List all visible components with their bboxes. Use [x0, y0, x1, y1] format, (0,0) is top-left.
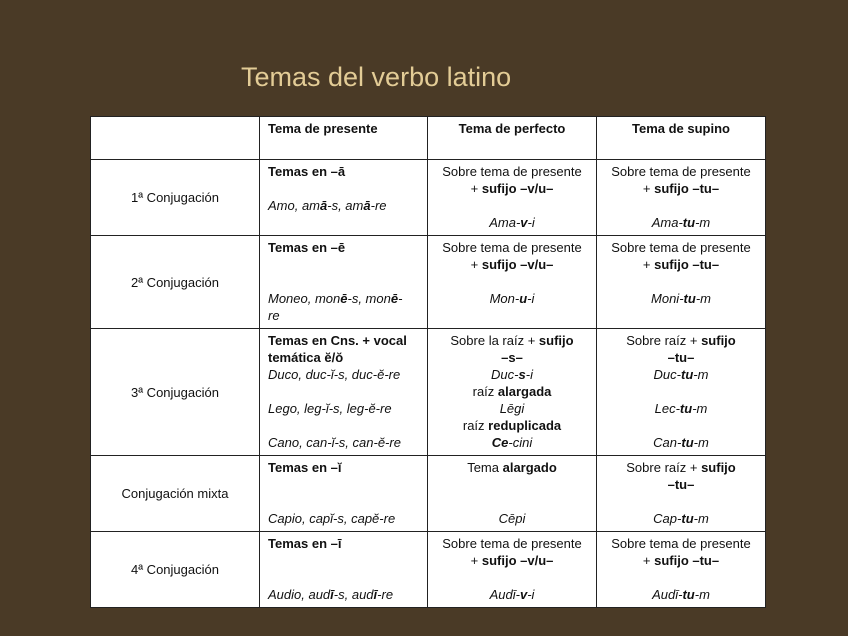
- blank-line: [268, 256, 423, 273]
- text-segment: Cēpi: [498, 511, 526, 526]
- cell-supino: [597, 236, 766, 329]
- text-segment: sufijo: [701, 460, 736, 475]
- text-segment: Tema: [467, 460, 503, 475]
- cell-presente: [260, 329, 428, 456]
- cell-line: [432, 256, 592, 273]
- text-segment: s: [518, 367, 526, 382]
- cell-line: [268, 366, 423, 383]
- cell-line: [432, 214, 592, 231]
- text-segment: Sobre tema de presente: [611, 536, 751, 551]
- cell-line: [268, 332, 423, 349]
- text-segment: Lec-: [654, 401, 680, 416]
- cell-line: [601, 552, 761, 569]
- text-segment: Duc-: [491, 367, 519, 382]
- text-segment: Sobre la raíz +: [450, 333, 539, 348]
- text-segment: -i: [525, 367, 533, 382]
- text-segment: v: [520, 215, 528, 230]
- text-segment: Temas en –ĭ: [268, 460, 342, 475]
- text-segment: Temas en –ē: [268, 240, 346, 255]
- text-segment: tu: [682, 587, 695, 602]
- text-segment: tu: [683, 291, 696, 306]
- text-segment: alargado: [502, 460, 557, 475]
- blank-line: [601, 569, 761, 586]
- text-segment: ē: [340, 291, 348, 306]
- blank-line: [601, 417, 761, 434]
- text-segment: Lēgi: [499, 401, 525, 416]
- table-row: [91, 329, 766, 456]
- text-segment: tu: [681, 435, 694, 450]
- blank-line: [268, 476, 423, 493]
- text-segment: -s, am: [327, 198, 364, 213]
- cell-line: [432, 383, 592, 400]
- text-segment: -m: [695, 215, 711, 230]
- text-segment: Sobre raíz +: [626, 460, 702, 475]
- text-segment: -m: [693, 367, 709, 382]
- cell-perfecto: [428, 456, 597, 532]
- cell-line: [268, 197, 423, 214]
- header-row: [91, 117, 766, 160]
- text-segment: sufijo –v/u–: [481, 181, 554, 196]
- cell-line: [601, 476, 761, 493]
- cell-perfecto: [428, 532, 597, 608]
- cell-line: [268, 307, 423, 324]
- text-segment: ī: [330, 587, 334, 602]
- text-segment: Ama-: [651, 215, 683, 230]
- text-segment: tu: [682, 215, 696, 230]
- blank-line: [432, 197, 592, 214]
- text-segment: Cano, can-ĭ-s, can-ĕ-re: [268, 435, 401, 450]
- text-segment: Sobre tema de presente: [611, 240, 751, 255]
- text-segment: Duco, duc-ĭ-s, duc-ĕ-re: [268, 367, 401, 382]
- text-segment: -i: [527, 291, 535, 306]
- cell-line: [601, 290, 761, 307]
- text-segment: +: [642, 257, 655, 272]
- text-segment: -cini: [508, 435, 533, 450]
- text-segment: alargada: [497, 384, 552, 399]
- cell-line: [432, 459, 592, 476]
- blank-line: [432, 493, 592, 510]
- text-segment: sufijo –tu–: [654, 257, 720, 272]
- cell-line: [432, 434, 592, 451]
- cell-line: [601, 349, 761, 366]
- text-segment: Temas en –ī: [268, 536, 342, 551]
- cell-presente: [260, 456, 428, 532]
- row-label: 3ª Conjugación: [91, 329, 260, 456]
- text-segment: Moni-: [651, 291, 684, 306]
- text-segment: Ce: [491, 435, 509, 450]
- text-segment: re: [268, 308, 280, 323]
- text-segment: tu: [681, 367, 694, 382]
- cell-line: [432, 510, 592, 527]
- blank-line: [601, 273, 761, 290]
- cell-presente: [260, 236, 428, 329]
- cell-perfecto: [428, 236, 597, 329]
- cell-line: [601, 256, 761, 273]
- cell-line: [601, 180, 761, 197]
- text-segment: –tu–: [667, 350, 695, 365]
- cell-line: [268, 535, 423, 552]
- cell-line: [432, 290, 592, 307]
- text-segment: Temas en –ā: [268, 164, 346, 179]
- cell-line: [268, 163, 423, 180]
- cell-line: [601, 400, 761, 417]
- cell-line: [432, 239, 592, 256]
- text-segment: -m: [695, 291, 711, 306]
- text-segment: Sobre tema de presente: [442, 240, 582, 255]
- text-segment: -i: [527, 215, 535, 230]
- cell-line: [601, 239, 761, 256]
- table-row: [91, 456, 766, 532]
- text-segment: Sobre tema de presente: [442, 164, 582, 179]
- text-segment: v: [519, 587, 528, 602]
- cell-supino: [597, 329, 766, 456]
- text-segment: +: [470, 553, 482, 568]
- cell-line: [268, 239, 423, 256]
- text-segment: +: [642, 181, 655, 196]
- cell-line: [268, 434, 423, 451]
- cell-line: [268, 290, 423, 307]
- cell-line: [432, 332, 592, 349]
- cell-line: [268, 459, 423, 476]
- cell-line: [432, 417, 592, 434]
- cell-line: [432, 586, 592, 603]
- text-segment: tu: [679, 401, 693, 416]
- cell-line: [268, 586, 423, 603]
- text-segment: Capio, capĭ-s, capĕ-re: [268, 511, 396, 526]
- text-segment: ā: [320, 198, 328, 213]
- cell-supino: [597, 532, 766, 608]
- text-segment: temática ĕ/ŏ: [268, 350, 344, 365]
- row-label: Conjugación mixta: [91, 456, 260, 532]
- text-segment: –tu–: [667, 477, 695, 492]
- header-presente: Tema de presente: [260, 117, 428, 160]
- text-segment: sufijo –tu–: [654, 181, 720, 196]
- text-segment: sufijo: [538, 333, 574, 348]
- text-segment: Cap-: [653, 511, 682, 526]
- table-body: [91, 160, 766, 608]
- text-segment: sufijo –tu–: [654, 553, 720, 568]
- text-segment: Sobre tema de presente: [442, 536, 582, 551]
- text-segment: –s–: [501, 350, 523, 365]
- row-label: 1ª Conjugación: [91, 160, 260, 236]
- blank-line: [268, 383, 423, 400]
- slide-title: Temas del verbo latino: [241, 62, 512, 92]
- cell-line: [601, 535, 761, 552]
- cell-line: [601, 366, 761, 383]
- header-perfecto: Tema de perfecto: [428, 117, 597, 160]
- text-segment: -m: [692, 401, 708, 416]
- text-segment: -re: [377, 587, 394, 602]
- text-segment: raíz: [472, 384, 498, 399]
- blank-line: [268, 273, 423, 290]
- cell-line: [601, 163, 761, 180]
- text-segment: sufijo –v/u–: [481, 553, 554, 568]
- text-segment: -m: [693, 511, 709, 526]
- text-segment: Audī-: [652, 587, 683, 602]
- text-segment: tu: [681, 511, 694, 526]
- cell-supino: [597, 456, 766, 532]
- text-segment: Mon-: [489, 291, 520, 306]
- text-segment: ā: [363, 198, 371, 213]
- blank-line: [268, 417, 423, 434]
- text-segment: Temas en Cns. + vocal: [268, 333, 407, 348]
- cell-line: [601, 510, 761, 527]
- blank-line: [432, 476, 592, 493]
- text-segment: -m: [693, 435, 709, 450]
- header-empty: [91, 117, 260, 160]
- cell-line: [432, 400, 592, 417]
- text-segment: reduplicada: [488, 418, 562, 433]
- text-segment: -: [398, 291, 403, 306]
- text-segment: -i: [527, 587, 535, 602]
- cell-line: [601, 586, 761, 603]
- cell-perfecto: [428, 160, 597, 236]
- text-segment: Amo, am: [268, 198, 321, 213]
- cell-perfecto: [428, 329, 597, 456]
- text-segment: u: [519, 291, 528, 306]
- text-segment: -m: [694, 587, 710, 602]
- cell-line: [601, 434, 761, 451]
- text-segment: Lego, leg-ĭ-s, leg-ĕ-re: [268, 401, 392, 416]
- blank-line: [601, 383, 761, 400]
- text-segment: raíz: [462, 418, 489, 433]
- text-segment: Ama-: [489, 215, 521, 230]
- text-segment: -s, aud: [333, 587, 374, 602]
- row-label: 4ª Conjugación: [91, 532, 260, 608]
- text-segment: Moneo, mon: [268, 291, 341, 306]
- cell-line: [432, 163, 592, 180]
- conjugation-table: [90, 116, 766, 608]
- blank-line: [268, 552, 423, 569]
- row-label: 2ª Conjugación: [91, 236, 260, 329]
- text-segment: ī: [373, 587, 378, 602]
- cell-line: [432, 552, 592, 569]
- text-segment: sufijo: [701, 333, 736, 348]
- cell-line: [601, 214, 761, 231]
- blank-line: [432, 569, 592, 586]
- cell-line: [432, 535, 592, 552]
- cell-line: [601, 459, 761, 476]
- blank-line: [432, 273, 592, 290]
- text-segment: -re: [370, 198, 387, 213]
- text-segment: Sobre raíz +: [626, 333, 702, 348]
- text-segment: +: [470, 181, 482, 196]
- blank-line: [601, 493, 761, 510]
- text-segment: Can-: [653, 435, 682, 450]
- text-segment: Sobre tema de presente: [611, 164, 751, 179]
- text-segment: Duc-: [653, 367, 681, 382]
- text-segment: Audio, aud: [268, 587, 331, 602]
- cell-line: [268, 400, 423, 417]
- table-row: [91, 160, 766, 236]
- cell-presente: [260, 160, 428, 236]
- cell-line: [601, 332, 761, 349]
- blank-line: [268, 180, 423, 197]
- cell-presente: [260, 532, 428, 608]
- text-segment: +: [642, 553, 655, 568]
- table-row: [91, 236, 766, 329]
- blank-line: [601, 197, 761, 214]
- header-supino: Tema de supino: [597, 117, 766, 160]
- cell-line: [432, 366, 592, 383]
- blank-line: [268, 569, 423, 586]
- text-segment: ē: [390, 291, 399, 306]
- text-segment: Audī-: [489, 587, 520, 602]
- cell-line: [268, 510, 423, 527]
- cell-supino: [597, 160, 766, 236]
- text-segment: +: [470, 257, 482, 272]
- blank-line: [268, 493, 423, 510]
- cell-line: [268, 349, 423, 366]
- text-segment: sufijo –v/u–: [481, 257, 554, 272]
- cell-line: [432, 349, 592, 366]
- cell-line: [432, 180, 592, 197]
- table-row: [91, 532, 766, 608]
- text-segment: -s, mon: [347, 291, 391, 306]
